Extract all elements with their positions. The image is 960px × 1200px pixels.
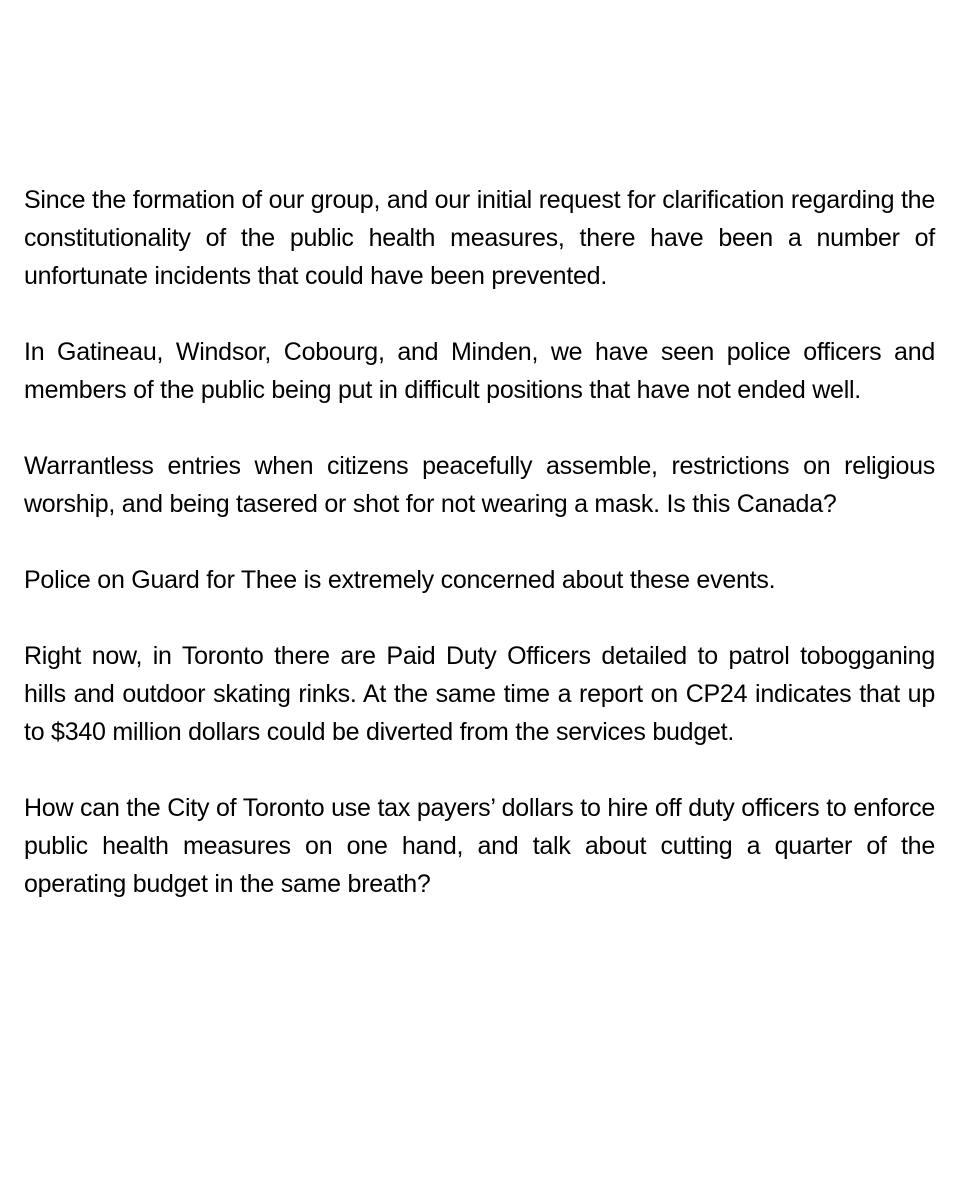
- document-body: [24, 181, 935, 903]
- paragraph-budget-question: How can the City of Toronto use tax payers’ dollars to hire off duty officers to enforce public health measures on one hand, and talk about cutting a quarter of the operating budget in the same breath?: [24, 794, 935, 898]
- paragraph-concern-statement: Police on Guard for Thee is extremely concerned about these events.: [24, 566, 776, 594]
- paragraph-city-incidents: In Gatineau, Windsor, Cobourg, and Minden, we have seen police officers and members of the public being put in difficult positions that have not ended well.: [24, 338, 935, 404]
- paragraph-formation-incidents: Since the formation of our group, and our initial request for clarification regarding the constitutionality of the public health measures, there have been a number of unfortunate incidents that could have been prevented.: [24, 186, 935, 290]
- paragraph-paid-duty-officers: Right now, in Toronto there are Paid Duty Officers detailed to patrol tobogganing hills and outdoor skating rinks. At the same time a report on CP24 indicates that up to $340 million dollars could be diverted from the services budget.: [24, 642, 935, 746]
- paragraph-warrantless-entries: Warrantless entries when citizens peacefully assemble, restrictions on religious worship, and being tasered or shot for not wearing a mask. Is this Canada?: [24, 452, 935, 518]
